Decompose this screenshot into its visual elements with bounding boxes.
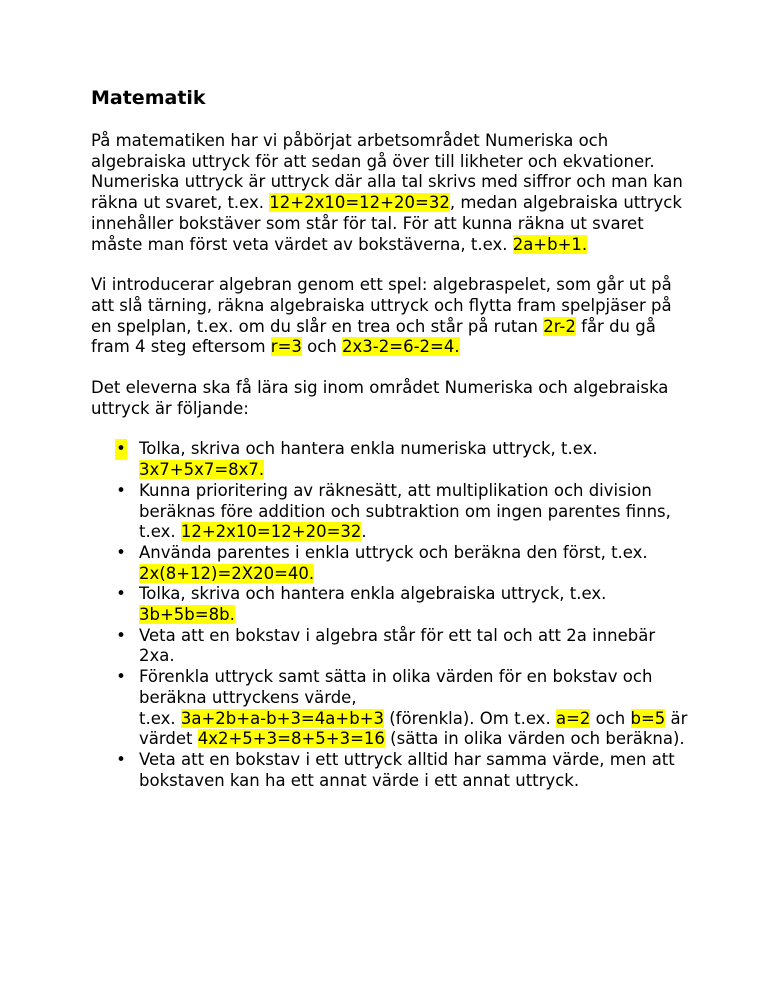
text-segment: Veta att en bokstav i algebra står för ett tal och att 2a innebär 2xa. <box>139 625 656 666</box>
text-segment: , medan algebraiska uttryck innehåller bokstäver som står för tal. För att kunna räkna ut svaret måste man först veta värdet av bokstäverna, t.ex. <box>91 193 682 254</box>
highlighted-expression: 2a+b+1. <box>512 234 588 254</box>
list-item <box>91 439 691 480</box>
highlighted-expression: 4x2+5+3=8+5+3=16 <box>197 729 385 749</box>
text-segment: På matematiken har vi påbörjat arbetsområdet Numeriska och algebraiska uttryck för att sedan gå över till likheter och ekvationer. Numeriska uttryck är uttryck där alla tal skrivs med siffror och man kan räkna ut svaret, t.ex. <box>91 131 683 213</box>
list-item <box>91 667 691 750</box>
text-segment: Vi introducerar algebran genom ett spel: algebraspelet, som går ut på att slå tärning, räkna algebraiska uttryck och flytta fram spelpjäser på en spelplan, t.ex. om du slår en trea och står på rutan <box>91 275 672 336</box>
list-item <box>91 584 691 625</box>
goals-intro-paragraph <box>91 378 691 419</box>
text-segment: Förenkla uttryck samt sätta in olika värden för en bokstav och beräkna uttryckens värde, <box>139 667 653 707</box>
highlighted-expression: 3b+5b=8b. <box>139 605 235 625</box>
text-segment: och <box>301 337 343 357</box>
goals-list <box>91 439 691 791</box>
highlighted-expression: 2r-2 <box>543 316 576 336</box>
highlighted-expression: 12+2x10=12+20=32 <box>180 522 362 542</box>
text-segment: Det eleverna ska få lära sig inom området Numeriska och algebraiska uttryck är följande: <box>91 378 669 418</box>
text-segment: är värdet <box>139 708 688 749</box>
document-page <box>91 86 691 791</box>
list-item <box>91 626 691 667</box>
text-segment: får du gå fram 4 steg eftersom <box>91 316 656 357</box>
bullet-icon: • <box>116 439 126 459</box>
highlighted-expression: a=2 <box>555 708 591 728</box>
text-segment: Veta att en bokstav i ett uttryck alltid har samma värde, men att bokstaven kan ha ett annat värde i ett annat uttryck. <box>139 749 675 790</box>
bullet-icon: • <box>116 667 126 687</box>
text-segment: Kunna prioritering av räknesätt, att multiplikation och division beräknas före addition och subtraktion om ingen parentes finns, t.ex. <box>139 480 671 542</box>
game-paragraph <box>91 275 691 358</box>
text-segment: . <box>361 522 367 542</box>
highlighted-expression: 3x7+5x7=8x7. <box>139 460 265 480</box>
bullet-icon: • <box>116 542 126 562</box>
highlighted-expression: 3a+2b+a-b+3=4a+b+3 <box>180 708 384 728</box>
highlighted-expression: 2x3-2=6-2=4. <box>342 337 460 357</box>
highlighted-expression: 12+2x10=12+20=32 <box>269 193 450 213</box>
text-segment: och <box>590 708 631 728</box>
intro-paragraph <box>91 131 691 255</box>
highlighted-expression: b=5 <box>630 708 666 728</box>
bullet-icon: • <box>116 749 126 769</box>
text-segment: Använda parentes i enkla uttryck och beräkna den först, t.ex. <box>139 542 648 562</box>
bullet-icon: • <box>116 625 126 645</box>
page-heading: Matematik <box>91 87 206 109</box>
text-segment: t.ex. <box>139 708 181 728</box>
highlighted-expression: 2x(8+12)=2X20=40. <box>139 563 315 583</box>
bullet-icon: • <box>116 480 126 500</box>
text-segment: (sätta in olika värden och beräkna). <box>384 729 685 749</box>
list-item <box>91 543 691 584</box>
text-segment: Tolka, skriva och hantera enkla numeriska uttryck, t.ex. <box>139 439 598 459</box>
text-segment: Tolka, skriva och hantera enkla algebraiska uttryck, t.ex. <box>139 584 607 604</box>
text-segment: (förenkla). Om t.ex. <box>384 708 556 728</box>
highlighted-expression: r=3 <box>270 337 302 357</box>
bullet-icon: • <box>116 584 126 604</box>
list-item <box>91 750 691 791</box>
list-item <box>91 481 691 543</box>
